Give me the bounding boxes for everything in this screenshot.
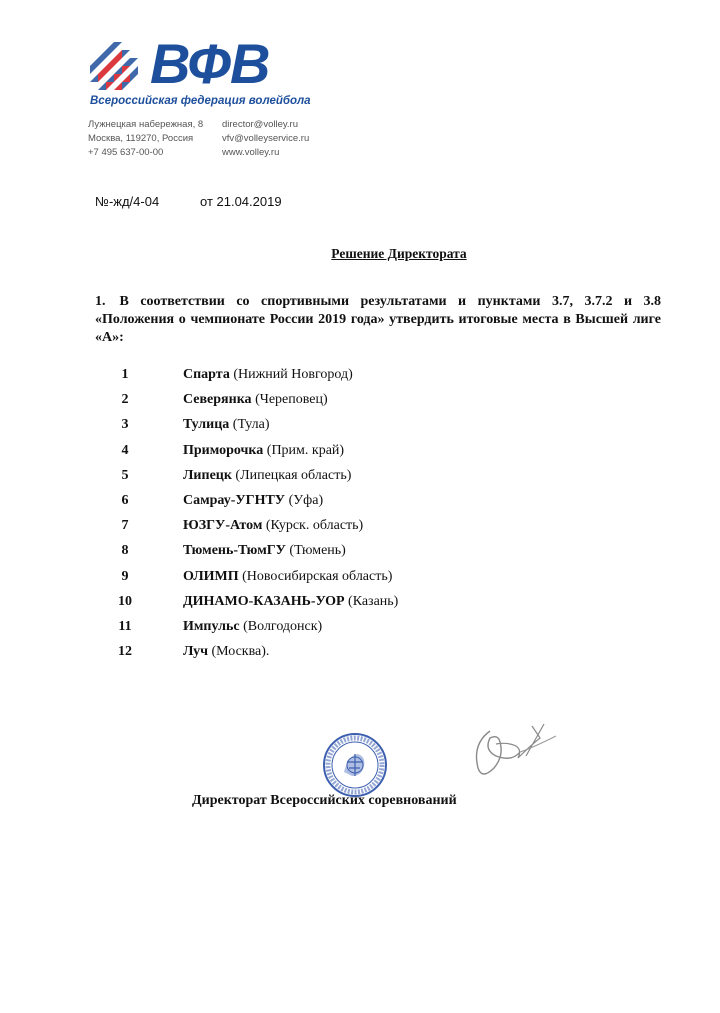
team-name: Липецк	[183, 467, 232, 483]
team-name: ОЛИМП	[183, 568, 239, 584]
team-city: (Волгодонск)	[243, 618, 323, 634]
logo-triangle	[122, 74, 130, 82]
logo-triangle	[106, 66, 114, 74]
standings-row	[95, 362, 515, 387]
team-entry	[183, 362, 353, 387]
team-city: (Тюмень)	[289, 543, 346, 559]
team-city: (Новосибирская область)	[242, 568, 393, 584]
team-name: ДИНАМО-КАЗАНЬ-УОР	[183, 593, 345, 609]
logo-triangle	[114, 66, 122, 74]
paragraph-text: В соответствии со спортивными результатами и пунктами 3.7, 3.7.2 и 3.8 «Положения о чемпионате России 2019 года» утвердить итоговые места в Высшей лиге «А»:	[95, 294, 661, 345]
team-city: (Тула)	[232, 417, 270, 433]
logo-triangle	[106, 58, 114, 66]
address-line: Москва, 119270, Россия	[88, 133, 194, 144]
logo-triangle	[122, 82, 130, 90]
team-name: Тулица	[183, 417, 230, 433]
team-entry	[183, 513, 363, 538]
standings-row	[95, 387, 515, 412]
team-city: (Москва).	[211, 644, 270, 660]
rank-number: 3	[121, 417, 129, 433]
logo-triangle	[98, 74, 106, 82]
logo-triangle	[98, 66, 106, 74]
logo-triangle	[130, 66, 138, 74]
logo-triangle	[114, 74, 122, 82]
standings-row	[95, 488, 515, 513]
rank-number: 6	[121, 492, 129, 508]
team-entry	[183, 488, 323, 513]
logo-triangle	[106, 74, 114, 82]
logo-triangle	[114, 82, 122, 90]
organization-name: Всероссийская федерация волейбола	[90, 95, 311, 107]
team-entry	[183, 412, 270, 437]
team-name: Спарта	[183, 367, 230, 382]
rank-number: 2	[121, 392, 129, 408]
team-name: ЮЗГУ-Атом	[183, 518, 263, 534]
team-name: Тюмень-ТюмГУ	[183, 543, 286, 559]
standings-row	[95, 412, 515, 437]
address-block	[88, 118, 203, 160]
team-entry	[183, 564, 392, 589]
team-city: (Курск. область)	[265, 518, 364, 534]
standings-row	[95, 513, 515, 538]
logo-triangle	[90, 66, 98, 74]
rank-number: 8	[121, 543, 129, 559]
signatory-name: Директорат Всероссийских соревнований	[192, 793, 457, 808]
logo-triangle	[130, 74, 138, 82]
rank-number: 5	[121, 467, 129, 483]
team-name: Самрау-УГНТУ	[183, 492, 286, 508]
standings-row	[95, 614, 515, 639]
logo-triangle	[106, 50, 114, 58]
team-entry	[183, 589, 398, 614]
seal-stamp-icon	[322, 732, 388, 798]
logo-triangle	[130, 58, 138, 66]
team-entry	[183, 639, 269, 664]
rank-number: 10	[118, 593, 132, 609]
standings-row	[95, 589, 515, 614]
logo-triangle	[98, 82, 106, 90]
standings-row	[95, 564, 515, 589]
standings-row	[95, 639, 515, 664]
phone-line: +7 495 637-00-00	[88, 147, 164, 158]
rank-number: 1	[121, 367, 129, 382]
rank-number: 11	[118, 618, 132, 634]
team-entry	[183, 614, 322, 639]
logo-triangle	[122, 50, 130, 58]
team-city: (Казань)	[348, 593, 399, 609]
standings-row	[95, 538, 515, 563]
logo-triangle	[122, 58, 130, 66]
team-city: (Прим. край)	[266, 442, 345, 458]
document-number: №-жд/4-04	[95, 194, 160, 209]
team-city: (Нижний Новгород)	[233, 367, 353, 382]
website-link[interactable]: www.volley.ru	[222, 147, 280, 158]
document-date: от 21.04.2019	[200, 194, 282, 209]
signature-icon	[460, 716, 570, 786]
email-link[interactable]: vfv@volleyservice.ru	[222, 133, 310, 144]
rank-number: 4	[121, 442, 129, 458]
document-title: Решение Директората	[331, 246, 467, 261]
email-link[interactable]: director@volley.ru	[222, 119, 298, 130]
rank-number: 7	[121, 518, 129, 534]
logo-triangle	[114, 58, 122, 66]
decision-paragraph	[95, 293, 661, 347]
logo-triangle	[122, 66, 130, 74]
team-entry	[183, 387, 328, 412]
team-city: (Липецкая область)	[235, 467, 352, 483]
contacts-block	[222, 118, 309, 160]
rank-number: 9	[121, 568, 129, 584]
vfv-logo-icon	[90, 40, 146, 92]
standings-list	[95, 362, 515, 664]
team-city: (Уфа)	[288, 492, 324, 508]
logo-triangle	[98, 58, 106, 66]
standings-row	[95, 463, 515, 488]
rank-number: 12	[118, 644, 132, 660]
team-name: Луч	[183, 644, 208, 660]
team-name: Импульс	[183, 618, 240, 634]
logo-triangle	[114, 50, 122, 58]
logo-triangle	[90, 58, 98, 66]
logo-wordmark: ВФВ	[150, 32, 270, 95]
logo-triangle	[114, 42, 122, 50]
logo-triangle	[106, 82, 114, 90]
address-line: Лужнецкая набережная, 8	[88, 119, 204, 130]
standings-row	[95, 438, 515, 463]
team-name: Приморочка	[183, 442, 264, 458]
logo-triangle	[106, 42, 114, 50]
team-entry	[183, 438, 344, 463]
paragraph-number: 1.	[95, 294, 106, 309]
team-name: Северянка	[183, 392, 252, 408]
team-entry	[183, 538, 346, 563]
logo-triangle	[90, 74, 98, 82]
logo-triangle	[98, 50, 106, 58]
team-entry	[183, 463, 351, 488]
team-city: (Череповец)	[255, 392, 328, 408]
